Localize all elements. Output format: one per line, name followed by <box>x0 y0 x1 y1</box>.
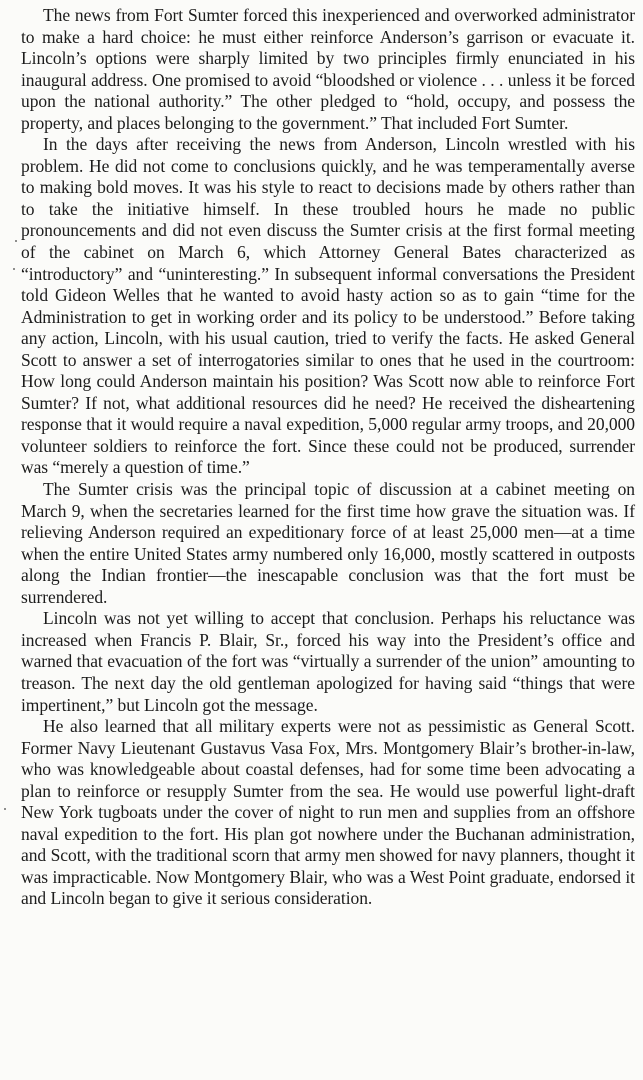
paragraph-2: In the days after receiving the news from Anderson, Lincoln wrestled with his problem. He did not come to conclusions quickly, and he was temperamentally averse to making bold moves. It was his style to react to decisions made by others rather than to take the initiative himself. In these troubled hours he made no public pronouncements and did not even discuss the Sumter crisis at the first formal meeting of the cabinet on March 6, which Attorney General Bates characterized as “introductory” and “uninteresting.” In subsequent informal conversations the President told Gideon Welles that he wanted to avoid hasty action so as to gain “time for the Administration to get in working order and its policy to be understood.” Before taking any action, Lincoln, with his usual caution, tried to verify the facts. He asked General Scott to answer a set of interrogatories similar to ones that he used in the courtroom: How long could Anderson maintain his position? Was Scott now able to reinforce Fort Sumter? If not, what additional resources did he need? He received the disheartening response that it would require a naval expedition, 5,000 regular army troops, and 20,000 volunteer soldiers to reinforce the fort. Since these could not be produced, surrender was “merely a question of time.” <box>21 134 635 478</box>
scan-speck <box>4 808 6 810</box>
paragraph-5: He also learned that all military experts were not as pessimistic as General Scott. Former Navy Lieutenant Gustavus Vasa Fox, Mrs. Montgomery Blair’s brother-in-law, who was knowledgeable about coastal defenses, had for some time been advocating a plan to reinforce or resupply Sumter from the sea. He would use powerful light-draft New York tugboats under the cover of night to run men and supplies from an offshore naval expedition to the fort. His plan got nowhere under the Buchanan administration, and Scott, with the traditional scorn that army men showed for navy planners, thought it was impracticable. Now Montgomery Blair, who was a West Point graduate, endorsed it and Lincoln began to give it serious consideration. <box>21 716 635 909</box>
paragraph-3: The Sumter crisis was the principal topic of discussion at a cabinet meeting on March 9, when the secretaries learned for the first time how grave the situation was. If relieving Anderson required an expeditionary force of at least 25,000 men—at a time when the entire United States army numbered only 16,000, mostly scattered in outposts along the Indian frontier—the inescapable conclusion was that the fort must be surrendered. <box>21 479 635 607</box>
paragraph-4: Lincoln was not yet willing to accept that conclusion. Perhaps his reluctance was increased when Francis P. Blair, Sr., forced his way into the President’s office and warned that evacuation of the fort was “virtually a surrender of the union” amounting to treason. The next day the old gentleman apologized for having said “things that were impertinent,” but Lincoln got the message. <box>21 608 635 715</box>
paragraph-1: The news from Fort Sumter forced this inexperienced and overworked administrator to make a hard choice: he must either reinforce Anderson’s garrison or evacuate it. Lincoln’s options were sharply limited by two principles firmly enunciated in his inaugural address. One promised to avoid “bloodshed or violence . . . unless it be forced upon the national authority.” The other pledged to “hold, occupy, and possess the property, and places belonging to the government.” That included Fort Sumter. <box>21 5 635 133</box>
scan-speck <box>15 240 17 242</box>
scan-speck <box>13 268 15 270</box>
body-text <box>21 5 635 910</box>
